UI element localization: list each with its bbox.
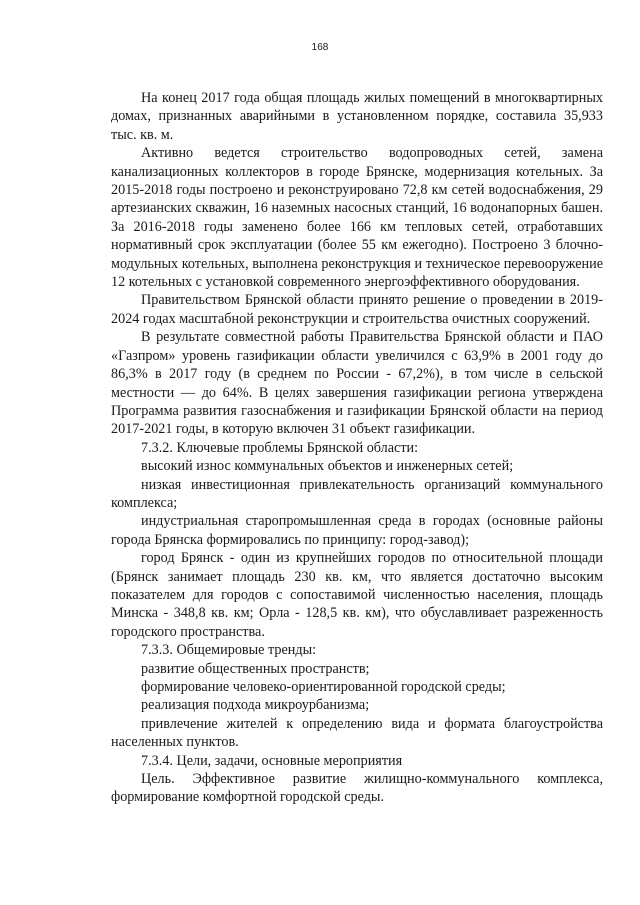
page-number: 168	[311, 42, 329, 53]
list-item-problem: низкая инвестиционная привлекательность организаций коммунального комплекса;	[111, 476, 603, 511]
list-item-problem: город Брянск - один из крупнейших городов по относительной площади (Брянск занимает площадь 230 кв. км, что является достаточно высоким показателем для городов с сопоставимой численностью населения, площадь Минска - 348,8 кв. км; Орла - 128,5 кв. км), что обуславливает разреженность городского пространства.	[111, 550, 603, 640]
paragraph-emergency-housing: На конец 2017 года общая площадь жилых помещений в многоквартирных домах, признанных аварийными в установленном порядке, составила 35,933 тыс. кв. м.	[111, 90, 603, 143]
paragraph-water-networks: Активно ведется строительство водопроводных сетей, замена канализационных коллекторов в городе Брянске, модернизация котельных. За 2015-2018 годы построено и реконструировано 72,8 км сетей водоснабжения, 29 артезианских скважин, 16 наземных насосных станций, 16 водонапорных башен. За 2016-2018 годы заменено более 166 км тепловых сетей, отработавших нормативный срок эксплуатации (более 55 км ежегодно). Построено 3 блочно-модульных котельных, выполнена реконструкция и техническое перевооружение 12 котельных с установкой современного энергоэффективного оборудования.	[111, 145, 603, 291]
paragraph-gasification: В результате совместной работы Правительства Брянской области и ПАО «Газпром» уровень газификации области увеличился с 63,9% в 2001 году до 86,3% в 2017 году (в среднем по России - 67,2%), в том числе в сельской местности — до 64%. В целях завершения газификации региона утверждена Программа развития газоснабжения и газификации Брянской области на период 2017-2021 годы, в которую включен 31 объект газификации.	[111, 329, 603, 438]
list-item-trend: формирование человеко-ориентированной городской среды;	[141, 679, 506, 695]
list-item-problem: индустриальная старопромышленная среда в городах (основные районы города Брянска формировались по принципу: город-завод);	[111, 513, 603, 548]
paragraph-treatment-facilities: Правительством Брянской области принято решение о проведении в 2019-2024 годах масштабной реконструкции и строительства очистных сооружений.	[111, 292, 603, 327]
paragraph-goal: Цель. Эффективное развитие жилищно-коммунального комплекса, формирование комфортной городской среды.	[111, 771, 603, 806]
section-heading-global-trends: 7.3.3. Общемировые тренды:	[141, 642, 317, 659]
page-body	[111, 89, 603, 807]
list-item-trend: реализация подхода микроурбанизма;	[141, 697, 370, 714]
list-item-problem: высокий износ коммунальных объектов и инженерных сетей;	[141, 458, 514, 475]
list-item-trend: развитие общественных пространств;	[141, 660, 370, 677]
section-heading-goals: 7.3.4. Цели, задачи, основные мероприятия	[141, 752, 403, 769]
section-heading-key-problems: 7.3.2. Ключевые проблемы Брянской области:	[141, 439, 419, 456]
list-item-trend: привлечение жителей к определению вида и формата благоустройства населенных пунктов.	[111, 715, 603, 751]
